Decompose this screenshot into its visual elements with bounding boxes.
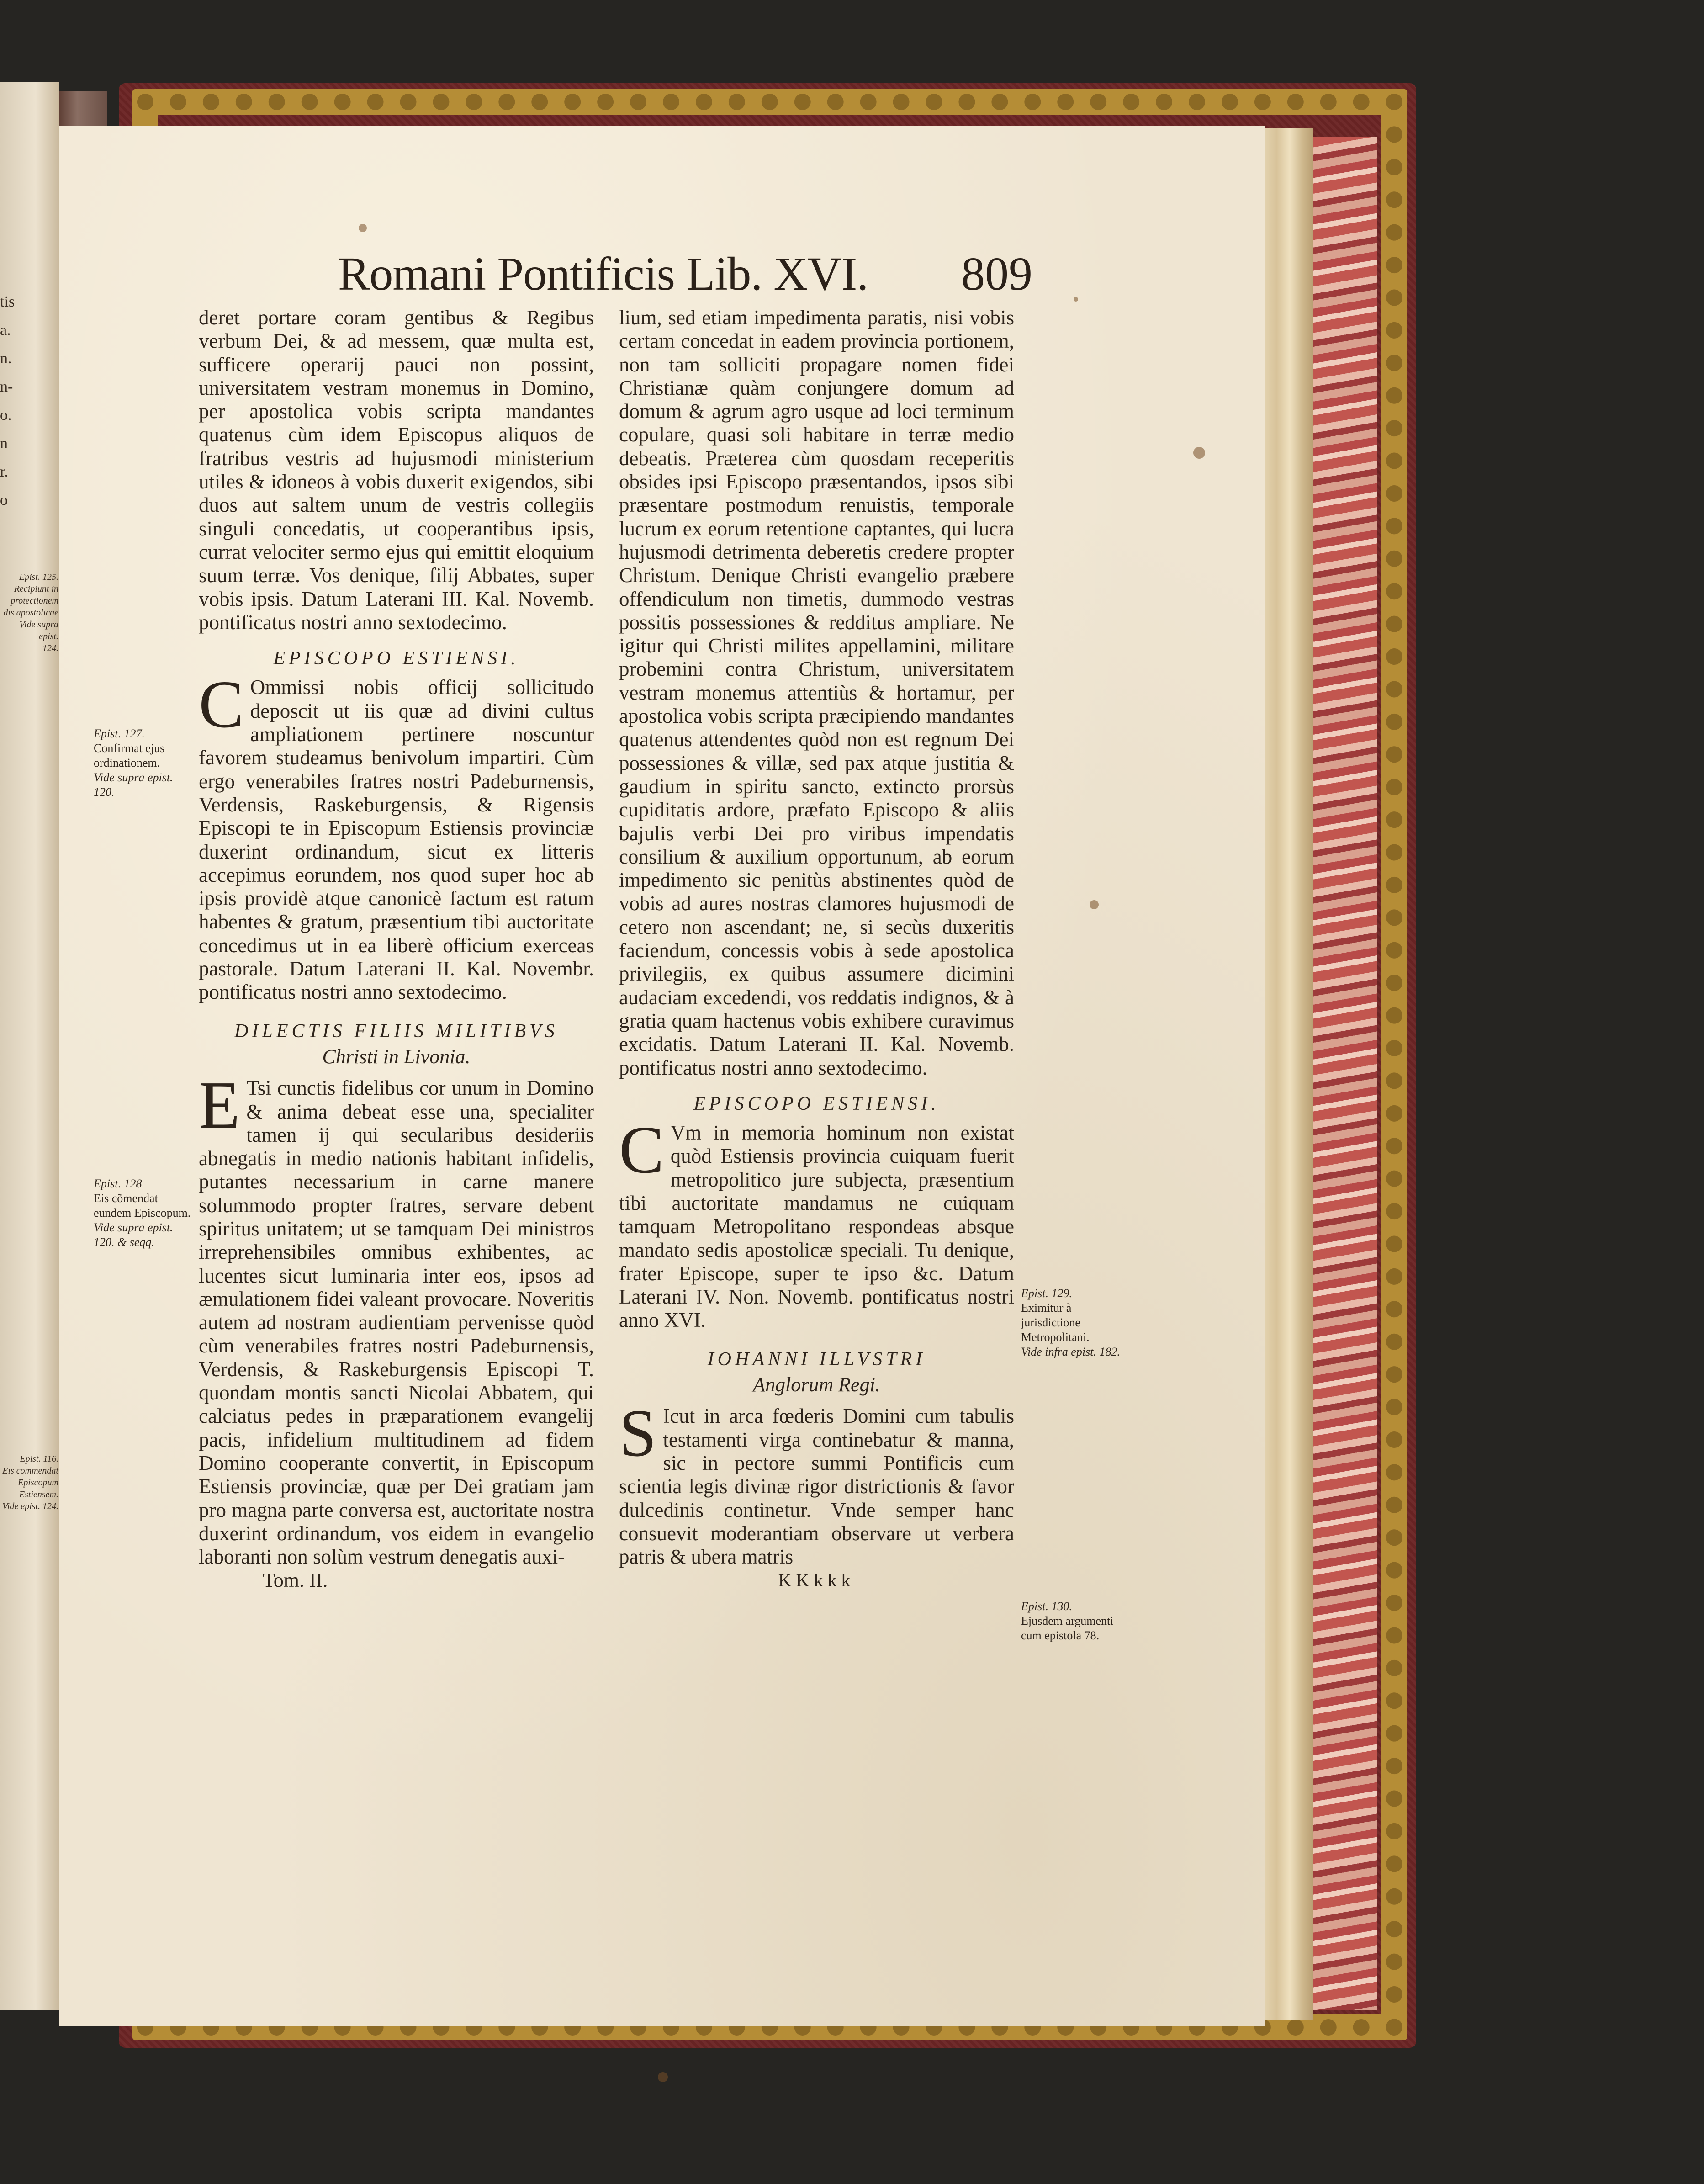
letter-heading: EPISCOPO ESTIENSI. xyxy=(273,648,519,669)
margin-note: Epist. 128 Eis cõmendat eundem Episcopum. Vide supra epist. 120. & seqq. xyxy=(94,1177,191,1249)
letter-heading: IOHANNI ILLVSTRI xyxy=(707,1348,926,1370)
text-column-left xyxy=(199,306,594,1592)
letter-subheading: Anglorum Regi. xyxy=(753,1373,880,1396)
paragraph: lium, sed etiam impedimenta paratis, nisi vobis certam concedat in eadem provincia portionem, non tam solliciti propagare nomen fidei Christianæ quàm conjungere domum ad domum & agrum agro usque ad loci terminum copulare, quasi soli habitare in terræ medio debeatis. Præterea cùm quosdam receperitis obsides ipsi Episcopo præsentandos, ipsos sibi præsentare postmodum renuistis, temporale lucrum ex eorum retentione captantes, qui lucra hujusmodi detrimenta deberetis credere propter Christum. Denique Christi evangelio præbere offendiculum non timetis, dummodo vestras possitis possessiones & redditus ampliare. Ne igitur qui Christi milites appellamini, militare probemini contra Christum, universitatem vestram monemus attentiùs & hortamur, per apostolica vobis scripta præcipiendo mandantes quatenus attendentes quòd non est regnum Dei possessiones & villæ, sed pax atque justitia & gaudium in spiritu sancto, extincto prorsùs cupiditatis ardore, præfato Episcopo & aliis bajulis verbi Dei pro viribus impendatis consilium & auxilium opportunum, ab eorum impedimento sic penitùs abstinentes quòd de vobis ad aures nostras clamores hujusmodi de cetero non ascendant; ne, si secùs duxeritis faciendum, concessis vobis à sede apostolica privilegiis, ex quibus assumere dicimini audaciam excedendi, vos reddatis indignos, & à gratia quam hactenus vobis exhibere curavimus excidatis. Datum Laterani II. Kal. Novemb. pontificatus nostri anno sextodecimo. xyxy=(619,306,1014,1079)
foxing-spot xyxy=(658,2072,668,2082)
marbled-endpaper xyxy=(1313,137,1377,2010)
running-head xyxy=(338,247,1032,306)
letter-heading: DILECTIS FILIIS MILITIBVS xyxy=(234,1020,558,1042)
paragraph: E Tsi cunctis fidelibus cor unum in Domino & anima debeat esse una, specialiter tamen ij qui secularibus desideriis abnegatis in medio nationis habitant infidelis, putantes necessarium in carne manere solummodo propter fratres, servare debent spiritus unitatem; ut se tamquam Dei ministros irreprehensibiles omnibus exhibentes, ac lucentes sicut luminaria inter eos, ipsos ad æmulationem fidei valeant provocare. Noveritis autem ad nostram audientiam pervenisse quòd cùm venerabiles fratres nostri Padeburnensis, Verdensis, & Raskeburgensis Episcopi T. quondam montis sancti Nicolai Abbatem, qui calciatus pedes in præparationem evangelij pacis, infidelium multitudinem ad fidem Domino cooperante convertit, in Episcopum Estiensis provinciæ, quæ per Dei gratiam jam pro magna parte conversa est, auctoritate nostra duxerint ordinandum, vos eidem in evangelio laboranti non solùm vestrum denegatis auxi- xyxy=(199,1068,594,1569)
signature-mark: KKkkk xyxy=(778,1570,855,1591)
initial-capital: S xyxy=(619,1396,657,1471)
page-number: 809 xyxy=(961,248,1032,300)
left-page-text-fragments: tis a. n. n- o. n r. o xyxy=(0,293,15,509)
left-page-margin-note: Epist. 116. Eis commendat Episcopum Estiensem. Vide epist. 124. xyxy=(2,1454,58,1511)
foxing-spot xyxy=(359,224,367,232)
foxing-spot xyxy=(1090,900,1099,909)
letter-heading: EPISCOPO ESTIENSI. xyxy=(693,1093,940,1114)
page-edges xyxy=(1261,128,1313,2020)
letter-subheading: Christi in Livonia. xyxy=(322,1045,471,1068)
running-title: Romani Pontificis Lib. XVI. xyxy=(338,248,868,300)
margin-note: Epist. 130. Ejusdem argumenti cum epistola 78. xyxy=(1021,1600,1114,1642)
left-page-margin-note: Epist. 125. Recipiunt in protectionem dis apostolicae Vide supra epist. 124. xyxy=(3,572,58,653)
paragraph: C Vm in memoria hominum non existat quòd Estiensis provincia cuiquam fuerit metropolitico jure subjecta, præsentium tibi auctoritate mandamus ne cuiquam tamquam Metropolitano respondeas absque mandato sedis apostolicæ speciali. Tu denique, frater Episcope, super te ipso &c. Datum Laterani IV. Non. Novemb. pontificatus nostri anno XVI. xyxy=(619,1113,1014,1332)
initial-capital: C xyxy=(199,667,244,742)
initial-capital: E xyxy=(199,1068,240,1143)
initial-capital: C xyxy=(619,1113,664,1188)
paragraph: deret portare coram gentibus & Regibus verbum Dei, & ad messem, quæ multa est, sufficere operarij pauci non possint, universitatem vestram monemus in Domino, per apostolica vobis scripta mandantes quatenus cùm idem Episcopus aliquos de fratribus vestris ad hujusmodi ministerium utiles & idoneos à vobis duxerit exigendos, sibi duos aut saltem unum de vestris collegiis singuli concedatis, ut cooperantibus ipsis, currat velociter sermo ejus qui emittit eloquium suum terræ. Vos denique, filij Abbates, super vobis ipsis. Datum Laterani III. Kal. Novemb. pontificatus nostri anno sextodecimo. xyxy=(199,306,594,634)
margin-note: Epist. 129. Eximitur à jurisdictione Metropolitani. Vide infra epist. 182. xyxy=(1021,1287,1120,1358)
foxing-spot xyxy=(1074,297,1078,302)
paragraph: S Icut in arca fœderis Domini cum tabulis testamenti virga continebatur & manna, sic in pectore summi Pontificis cum scientia legis divinæ rigor districtionis & favor dulcedinis continetur. Vnde semper hanc consuevit moderantiam observare ut verbera patris & ubera matris xyxy=(619,1396,1014,1569)
text-column-right xyxy=(619,306,1014,1592)
foxing-spot xyxy=(1193,447,1205,459)
volume-mark: Tom. II. xyxy=(263,1569,328,1592)
margin-note: Epist. 127. Confirmat ejus ordinationem. Vide supra epist. 120. xyxy=(94,727,173,799)
paragraph: C Ommissi nobis officij sollicitudo deposcit ut iis quæ ad divini cultus ampliationem pertinere noscuntur favorem studeamus benivolum impartiri. Cùm ergo venerabiles fratres nostri Padeburnensis, Verdensis, Raskeburgensis, & Rigensis Episcopi te in Episcopum Estiensis provinciæ duxerint ordinandum, sicut ex litteris accepimus eorundem, nos quod super hoc ab ipsis providè atque canonicè factum est ratum habentes & gratum, præsentium tibi auctoritate concedimus ut in ea liberè officium exerceas pastorale. Datum Laterani II. Kal. Novembr. pontificatus nostri anno sextodecimo. xyxy=(199,667,594,1004)
